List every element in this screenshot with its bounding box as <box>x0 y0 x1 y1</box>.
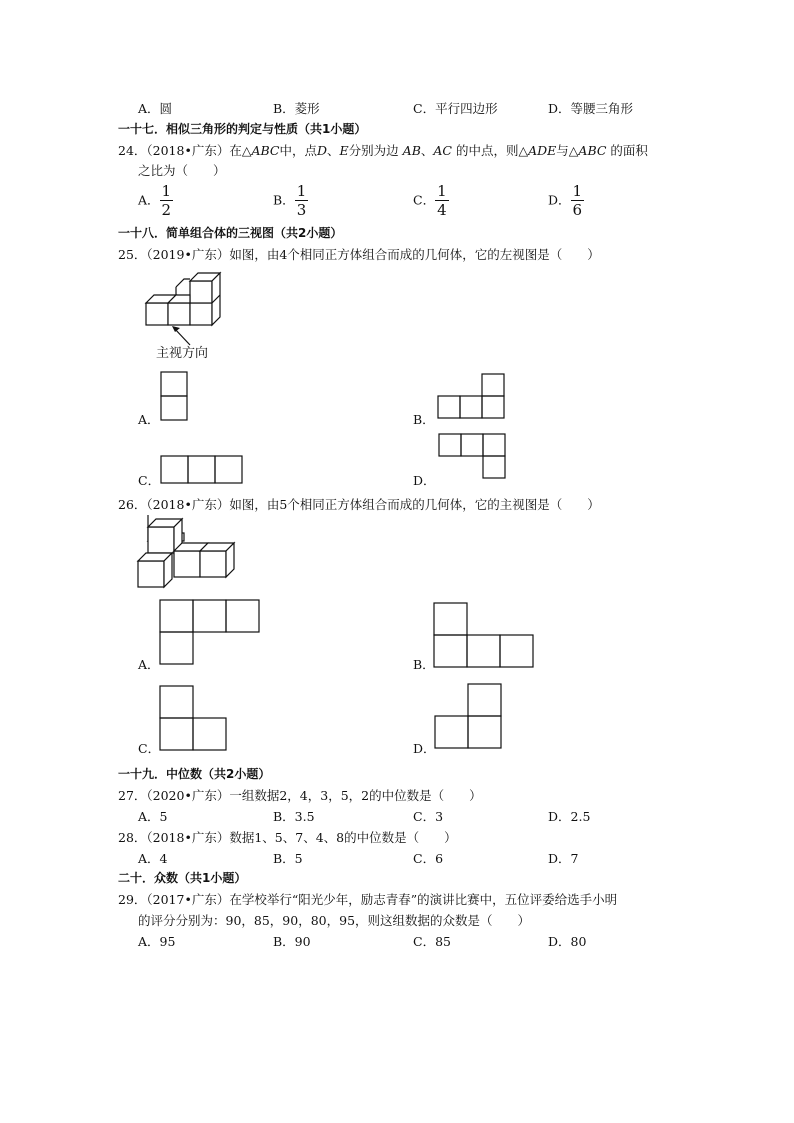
q23-option-b: B．菱形 <box>273 101 320 116</box>
q29-option-c: C．85 <box>413 934 451 949</box>
q25-option-c-figure <box>161 456 245 486</box>
q26-option-a-figure <box>160 600 262 666</box>
q26-option-c-figure <box>160 686 230 752</box>
q27-option-d: D．2.5 <box>548 809 591 824</box>
q25-option-a-figure <box>161 372 189 422</box>
q26-label-d: D． <box>413 741 436 756</box>
section-heading-17: 一十七．相似三角形的判定与性质（共1小题） <box>118 122 367 136</box>
q29-option-b: B．90 <box>273 934 311 949</box>
q23-option-c: C．平行四边形 <box>413 101 498 116</box>
q25-label-c: C． <box>138 473 161 488</box>
q26-label-b: B． <box>413 657 435 672</box>
q27-option-c: C．3 <box>413 809 444 824</box>
fraction: $\frac{1}{2}$ <box>161 182 172 219</box>
q27-stem: 27．（2020•广东）一组数据2，4，3，5，2的中位数是（ ） <box>118 788 482 803</box>
q24-option-d: D． $\frac{1}{6}$ <box>548 182 583 219</box>
q24-option-a: A． $\frac{1}{2}$ <box>138 182 172 219</box>
q29-stem-line1: 29．（2017•广东）在学校举行“阳光少年，励志青春”的演讲比赛中，五位评委给选手小明 <box>118 892 618 907</box>
q28-stem: 28．（2018•广东）数据1、5、7、4、8的中位数是（ ） <box>118 830 457 845</box>
q23-option-d: D．等腰三角形 <box>548 101 634 116</box>
q25-option-d-figure <box>439 434 507 482</box>
q25-label-d: D． <box>413 473 436 488</box>
q25-stem: 25．（2019•广东）如图，由4个相同正方体组合而成的几何体，它的左视图是（ ） <box>118 247 600 262</box>
q28-option-d: D．7 <box>548 851 579 866</box>
q26-stem: 26．（2018•广东）如图，由5个相同正方体组合而成的几何体，它的主视图是（ ） <box>118 497 600 512</box>
q24-option-b: B． $\frac{1}{3}$ <box>273 182 307 219</box>
q24-option-c: C． $\frac{1}{4}$ <box>413 182 447 219</box>
section-heading-18: 一十八．简单组合体的三视图（共2小题） <box>118 226 343 240</box>
q28-option-b: B．5 <box>273 851 303 866</box>
q25-solid-figure <box>134 270 224 350</box>
q23-option-a: A．圆 <box>138 101 173 116</box>
fraction: $\frac{1}{6}$ <box>572 182 583 219</box>
q26-option-b-figure <box>434 603 536 669</box>
q25-label-b: B． <box>413 412 435 427</box>
q28-option-a: A．4 <box>138 851 168 866</box>
section-heading-19: 一十九．中位数（共2小题） <box>118 767 271 781</box>
q24-stem-line1: 24．（2018•广东）在△ABC中，点D、E分别为边 AB、AC 的中点，则△ADE与△ABC 的面积 <box>118 143 648 158</box>
q25-option-b-figure <box>438 374 506 420</box>
q24-stem-line2: 之比为（ ） <box>138 163 226 178</box>
q26-label-a: A． <box>138 657 160 672</box>
q29-stem-line2: 的评分分别为：90，85，90，80，95，则这组数据的众数是（ ） <box>138 913 531 928</box>
q25-caption: 主视方向 <box>156 346 209 361</box>
q27-option-a: A．5 <box>138 809 168 824</box>
fraction: $\frac{1}{3}$ <box>296 182 307 219</box>
q28-option-c: C．6 <box>413 851 444 866</box>
q26-solid-figure <box>136 515 242 591</box>
q29-option-d: D．80 <box>548 934 587 949</box>
section-heading-20: 二十．众数（共1小题） <box>118 871 247 885</box>
q27-option-b: B．3.5 <box>273 809 315 824</box>
q26-option-d-figure <box>435 684 505 750</box>
q25-label-a: A． <box>138 412 160 427</box>
q26-label-c: C． <box>138 741 161 756</box>
fraction: $\frac{1}{4}$ <box>437 182 447 219</box>
q29-option-a: A．95 <box>138 934 176 949</box>
